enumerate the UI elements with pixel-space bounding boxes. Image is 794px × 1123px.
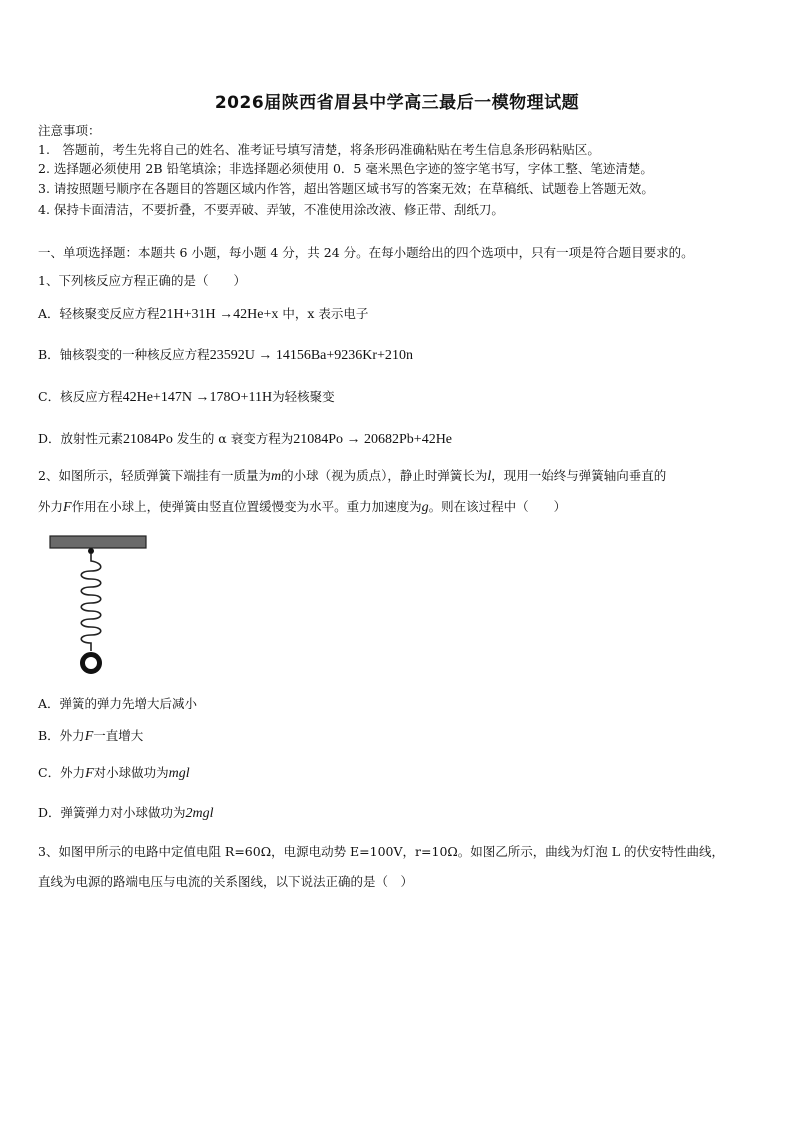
section-heading: 一、单项选择题：本题共 6 小题，每小题 4 分，共 24 分。在每小题给出的四个选项中，只有一项是符合题目要求的。	[38, 245, 694, 260]
q2-symbol-m: m	[270, 469, 282, 484]
q2-opt-c-prefix: C．外力	[38, 765, 86, 780]
question-2-option-a: A．弹簧的弹力先增大后减小	[38, 696, 198, 711]
q2-opt-b-symbol: F	[84, 729, 94, 744]
spring-figure	[48, 533, 148, 678]
q2-opt-b-prefix: B．外力	[38, 728, 85, 743]
q2-text-f: 。则在该过程中（ ）	[428, 499, 567, 514]
question-2-option-d	[38, 804, 768, 823]
question-3-stem-line-1: 3、如图甲所示的电路中定值电阻 R=60Ω，电源电动势 E=100V，r=10Ω。如图乙所示，曲线为灯泡 L 的伏安特性曲线，	[38, 844, 725, 859]
q2-text-e: 作用在小球上，使弹簧由竖直位置缓慢变为水平。重力加速度为	[71, 499, 422, 514]
q2-opt-c-symbol: F	[85, 766, 94, 781]
q2-text-c: ，现用一始终与弹簧轴向垂直的	[491, 468, 667, 483]
question-3-stem-line-2: 直线为电源的路端电压与电流的关系图线，以下说法正确的是（ ）	[38, 874, 414, 889]
question-1-stem: 1、下列核反应方程正确的是（ ）	[38, 273, 246, 288]
page-title: 2026届陕西省眉县中学高三最后一模物理试题	[214, 93, 580, 113]
q2-opt-d-prefix: D．弹簧弹力对小球做功为	[38, 805, 186, 820]
question-1-option-a	[38, 305, 768, 324]
spring-coil	[81, 553, 101, 651]
q2-text-b: 的小球（视为质点），静止时弹簧长为	[281, 468, 488, 483]
notice-item-3: 3. 请按照题号顺序在各题目的答题区域内作答，超出答题区域书写的答案无效；在草稿纸、试题卷上答题无效。	[38, 181, 654, 196]
option-b-formula: 23592U → 14156Ba+9236Kr+210n	[209, 348, 413, 363]
q2-symbol-g: g	[421, 500, 429, 515]
option-a-prefix: A．轻核聚变反应方程	[38, 306, 160, 321]
option-a-formula: 21H+31H →42He+x	[159, 307, 279, 322]
question-2-stem-line-2	[38, 498, 768, 517]
option-c-formula: 42He+147N →178O+11H	[122, 390, 273, 405]
question-1-option-c	[38, 388, 768, 407]
option-d-middle: 发生的 α 衰变方程为	[176, 431, 294, 446]
option-d-formula: 21084Po → 20682Pb+42He	[293, 432, 453, 447]
q2-symbol-l: l	[487, 469, 492, 484]
q2-opt-c-middle: 对小球做功为	[93, 765, 169, 780]
notice-item-4: 4. 保持卡面清洁，不要折叠，不要弄破、弄皱，不准使用涂改液、修正带、刮纸刀。	[38, 202, 504, 217]
option-a-suffix: 中，x 表示电子	[282, 306, 369, 321]
q2-opt-b-suffix: 一直增大	[93, 728, 144, 743]
q2-text-d: 外力	[38, 499, 64, 514]
ball	[83, 655, 100, 672]
question-2-option-b	[38, 727, 768, 746]
option-b-prefix: B．铀核裂变的一种核反应方程	[38, 347, 210, 362]
ceiling-bar	[50, 536, 146, 548]
question-1-option-b	[38, 346, 768, 365]
q2-opt-c-value: mgl	[168, 766, 190, 781]
notice-item-2: 2. 选择题必须使用 2B 铅笔填涂；非选择题必须使用 0．5 毫米黑色字迹的签字笔书写，字体工整、笔迹清楚。	[38, 161, 653, 176]
option-c-prefix: C．核反应方程	[38, 389, 123, 404]
q2-symbol-F: F	[63, 500, 72, 515]
question-2-stem-line-1	[38, 467, 768, 486]
q2-text-a: 2、如图所示，轻质弹簧下端挂有一质量为	[38, 468, 271, 483]
question-2-option-c	[38, 764, 768, 783]
notice-heading: 注意事项：	[38, 123, 101, 138]
question-1-option-d	[38, 430, 768, 449]
q2-opt-d-value: 2mgl	[185, 806, 214, 821]
option-d-nuclide: 21084Po	[123, 432, 173, 447]
option-c-suffix: 为轻核聚变	[272, 389, 335, 404]
notice-item-1: 1. 答题前，考生先将自己的姓名、准考证号填写清楚，将条形码准确粘贴在考生信息条形码粘贴区。	[38, 142, 600, 157]
option-d-prefix: D．放射性元素	[38, 431, 124, 446]
